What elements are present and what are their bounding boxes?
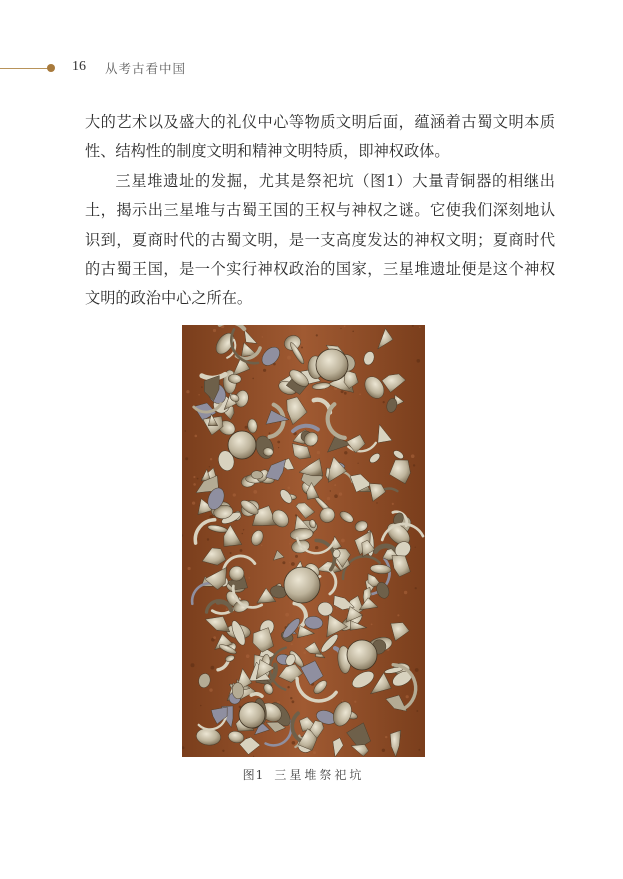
figure-title: 三星堆祭祀坑: [274, 768, 365, 782]
header-rule: [0, 68, 50, 69]
header-bullet-icon: [47, 64, 55, 72]
bronze-vessel: [239, 702, 265, 728]
figure-label: 图1: [242, 768, 265, 782]
figure-caption: [182, 766, 425, 783]
paragraph-continued: 大的艺术以及盛大的礼仪中心等物质文明后面，蕴涵着古蜀文明本质性、结构性的制度文明和精神文明特质，即神权政体。: [85, 113, 555, 161]
excavation-pit-photo: [182, 325, 425, 757]
running-title: 从考古看中国: [105, 61, 187, 76]
bronze-vessel: [228, 431, 256, 459]
page-number: 16: [72, 59, 86, 74]
bronze-vessel: [284, 567, 320, 603]
sacrificial-pit-illustration: [182, 325, 425, 757]
bronze-vessel: [347, 640, 377, 670]
paragraph: 三星堆遗址的发掘，尤其是祭祀坑（图1）大量青铜器的相继出土，揭示出三星堆与古蜀王国的王权与神权之谜。它使我们深刻地认识到，夏商时代的古蜀文明，是一支高度发达的神权文明；夏商时代的古蜀王国，是一个实行神权政治的国家，三星堆遗址便是这个神权文明的政治中心之所在。: [85, 171, 555, 308]
body-text: [85, 108, 555, 314]
bronze-vessel: [316, 349, 348, 381]
